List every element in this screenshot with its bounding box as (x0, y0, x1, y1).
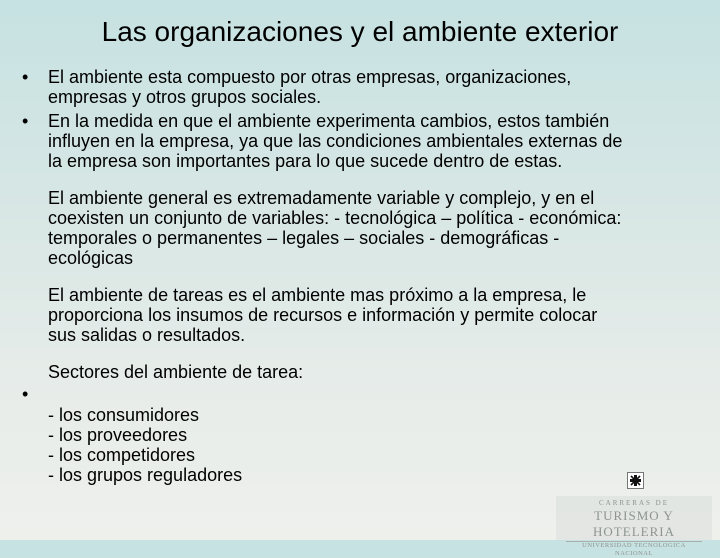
logo-line-3: UNIVERSIDAD TECNOLOGICA NACIONAL (566, 541, 702, 558)
bullet-marker: • (22, 67, 29, 87)
text-line: influyen en la empresa, ya que las condiciones ambientales externas de (48, 131, 623, 151)
utn-emblem-icon (627, 472, 644, 489)
text-line: sus salidas o resultados. (48, 325, 246, 345)
text-line: temporales o permanentes – legales – sociales - demográficas - (48, 228, 560, 248)
sectores-heading: Sectores del ambiente de tarea: (48, 362, 304, 382)
bullet-marker: • (22, 111, 29, 131)
list-item: - los competidores (48, 445, 196, 465)
logo-line-1: CARRERAS DE (598, 499, 670, 507)
bullet-marker: • (22, 384, 29, 404)
text-line: proporciona los insumos de recursos e información y permite colocar (48, 305, 598, 325)
logo-turismo-hoteleria (556, 496, 712, 557)
text-line: En la medida en que el ambiente experimenta cambios, estos también (48, 111, 610, 131)
logo-line-2: TURISMO Y HOTELERIA (593, 508, 675, 539)
text-line: la empresa son importantes para lo que sucede dentro de estas. (48, 151, 563, 171)
text-line: ecológicas (48, 248, 134, 268)
list-item: - los grupos reguladores (48, 465, 243, 485)
list-item: - los proveedores (48, 425, 188, 445)
slide-title: Las organizaciones y el ambiente exterior (101, 16, 619, 47)
text-line: El ambiente general es extremadamente variable y complejo, y en el (48, 188, 595, 208)
text-line: El ambiente esta compuesto por otras empresas, organizaciones, (48, 67, 572, 87)
list-item: - los consumidores (48, 405, 200, 425)
text-line: empresas y otros grupos sociales. (48, 87, 322, 107)
text-line: El ambiente de tareas es el ambiente mas próximo a la empresa, le (48, 285, 587, 305)
text-line: coexisten un conjunto de variables: - tecnológica – política - económica: (48, 208, 622, 228)
